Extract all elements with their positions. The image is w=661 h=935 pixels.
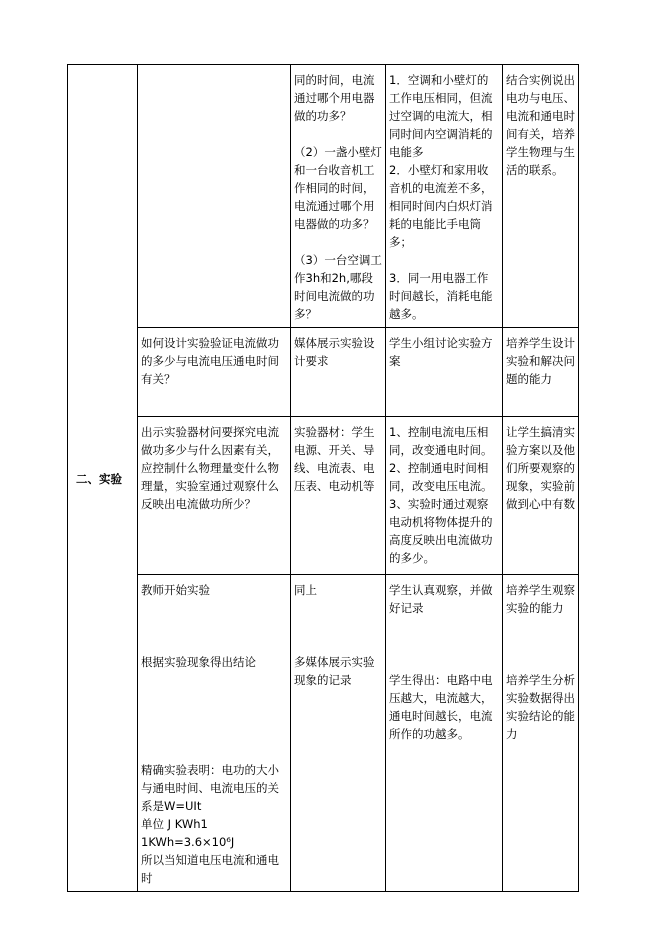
table-row xyxy=(68,575,579,892)
student-activity-cell: 学生小组讨论实验方案 xyxy=(386,328,503,417)
teacher-activity-cell xyxy=(138,65,291,328)
media-cell: 同上 多媒体展示实验现象的记录 xyxy=(291,575,386,892)
teacher-activity-cell: 出示实验器材问要探究电流做功多少与什么因素有关，应控制什么物理量变什么物理量，实验室通过观察什么反映出电流做功所少？ xyxy=(138,417,291,575)
teacher-activity-cell: 教师开始实验 根据实验现象得出结论 精确实验表明：电功的大小与通电时间、电流电压的关系是W=UIt 单位 J KWh1 1KWh=3.6×10⁶J 所以当知道电压电流和通电时 xyxy=(138,575,291,892)
lesson-plan-table xyxy=(67,64,579,892)
teacher-activity-cell: 如何设计实验验证电流做功的多少与电流电压通电时间有关？ xyxy=(138,328,291,417)
table-row xyxy=(68,65,579,328)
media-cell: 媒体展示实验设计要求 xyxy=(291,328,386,417)
student-activity-cell: 1．空调和小壁灯的工作电压相同，但流过空调的电流大，相同时间内空调消耗的电能多 2．小壁灯和家用收音机的电流差不多，相同时间内白炽灯消耗的电能比手电筒多； 3．同一用电器工作时间越长，消耗电能越多。 xyxy=(386,65,503,328)
table-row xyxy=(68,328,579,417)
design-intent-cell: 让学生搞清实验方案以及他们所要观察的现象，实验前做到心中有数 xyxy=(503,417,579,575)
student-activity-cell: 1、控制电流电压相同，改变通电时间。 2、控制通电时间相同，改变电压电流。 3、实验时通过观察电动机将物体提升的高度反映出电流做功的多少。 xyxy=(386,417,503,575)
student-activity-cell: 学生认真观察，并做好记录 学生得出：电路中电压越大，电流越大，通电时间越长，电流所作的功越多。 xyxy=(386,575,503,892)
design-intent-cell: 培养学生观察实验的能力 培养学生分析实验数据得出实验结论的能力 xyxy=(503,575,579,892)
table-row xyxy=(68,417,579,575)
design-intent-cell: 结合实例说出电功与电压、电流和通电时间有关，培养学生物理与生活的联系。 xyxy=(503,65,579,328)
media-cell: 实验器材：学生电源、开关、导线、电流表、电压表、电动机等 xyxy=(291,417,386,575)
media-cell: 同的时间，电流通过哪个用电器做的功多？ （2）一盏小壁灯和一台收音机工作相同的时间，电流通过哪个用电器做的功多？ （3）一台空调工作3h和2h,哪段时间电流做的功多？ xyxy=(291,65,386,328)
design-intent-cell: 培养学生设计实验和解决问题的能力 xyxy=(503,328,579,417)
stage-cell: 二、实验 xyxy=(68,65,138,892)
